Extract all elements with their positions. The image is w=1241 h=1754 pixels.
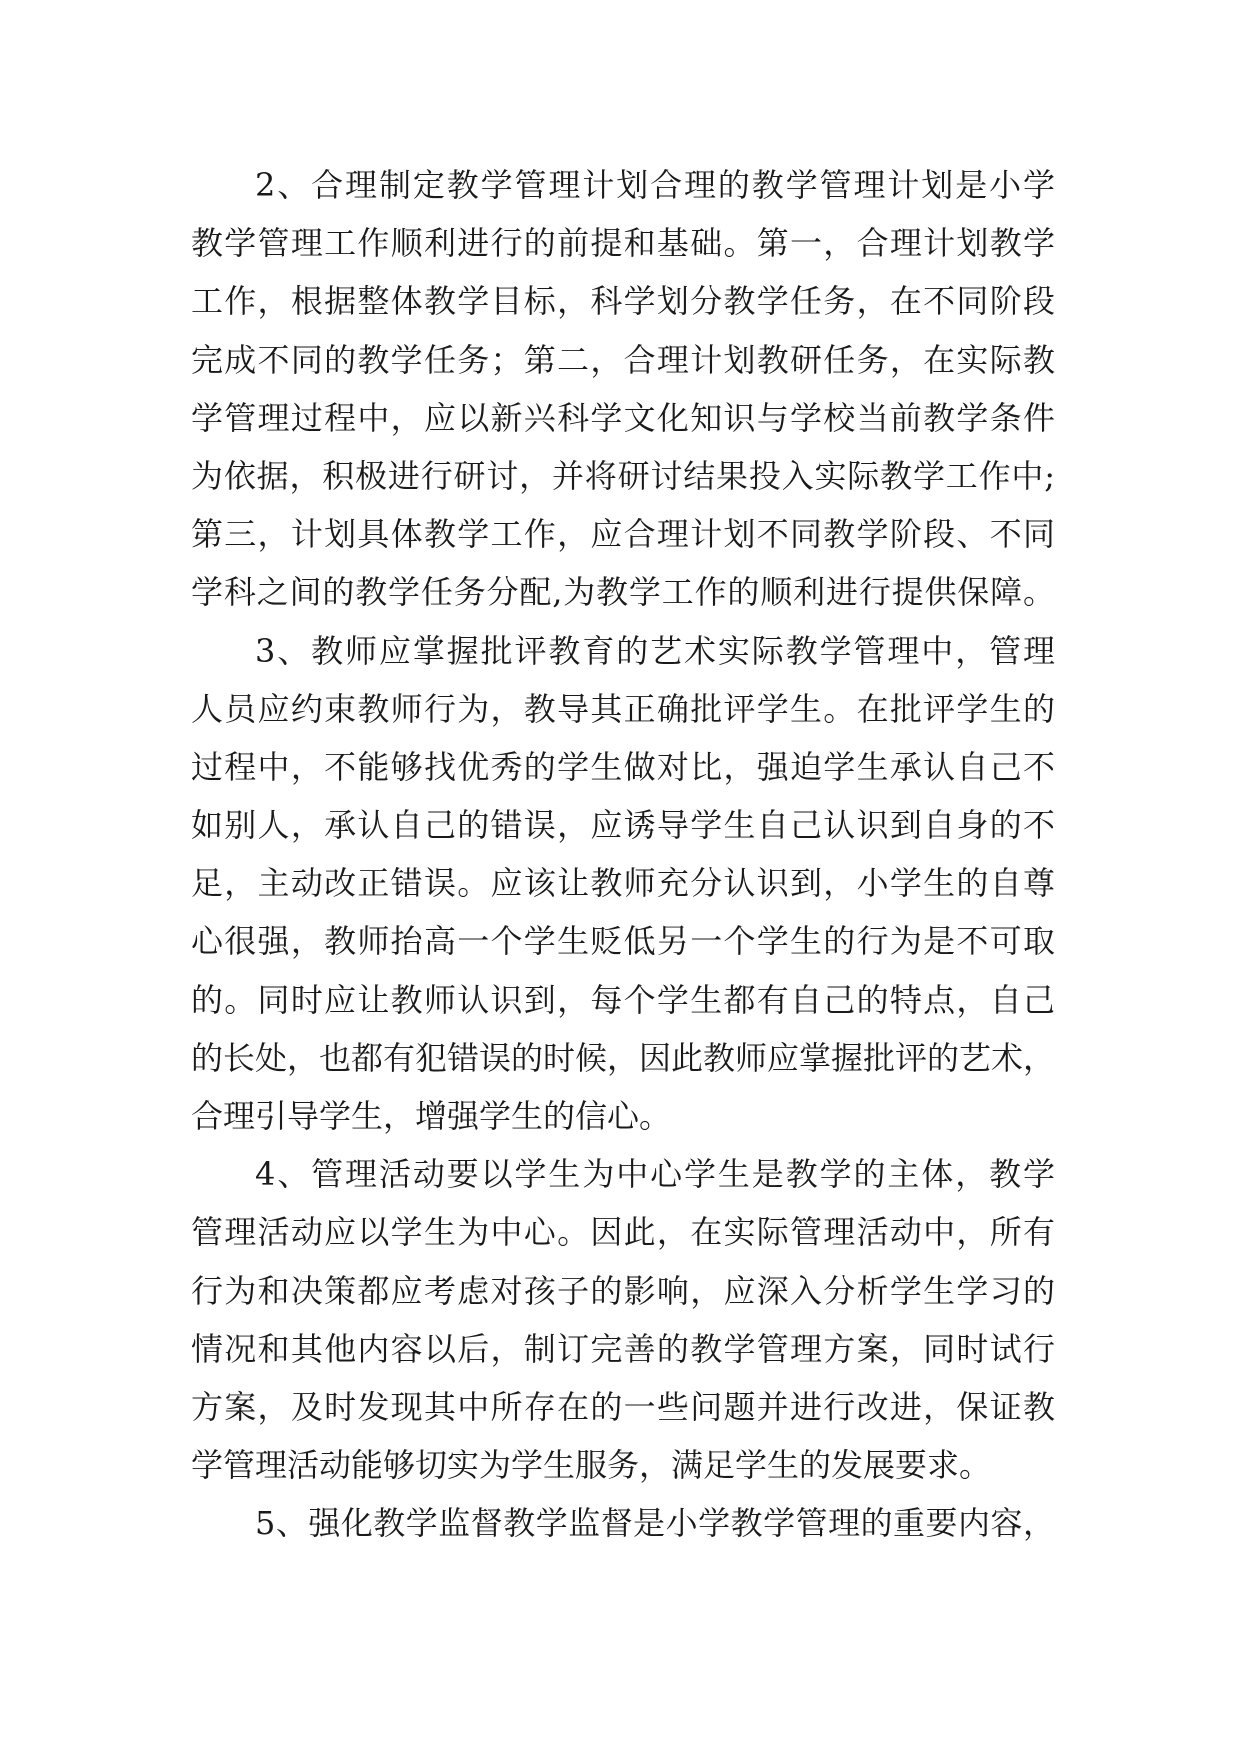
text-line: 3、教师应掌握批评教育的艺术实际教学管理中，管理 [255,631,1055,670]
text-line: 完成不同的教学任务；第二，合理计划教研任务，在实际教 [191,340,1055,379]
paragraph-teaching-plan [191,156,1055,622]
text-line: 行为和决策都应考虑对孩子的影响，应深入分析学生学习的 [191,1271,1055,1310]
text-line: 第三，计划具体教学工作，应合理计划不同教学阶段、不同 [191,515,1055,554]
paragraph-criticism-education [191,622,1055,1146]
text-line: 心很强，教师抬高一个学生贬低另一个学生的行为是不可取 [191,922,1055,961]
text-line: 学科之间的教学任务分配,为教学工作的顺利进行提供保障。 [191,573,1055,612]
text-line: 学管理过程中，应以新兴科学文化知识与学校当前教学条件 [191,398,1055,437]
text-line: 5、强化教学监督教学监督是小学教学管理的重要内容， [255,1504,1055,1543]
paragraph-teaching-supervision [191,1494,1055,1552]
text-line: 的长处，也都有犯错误的时候，因此教师应掌握批评的艺术， [191,1038,1056,1077]
text-line: 教学管理工作顺利进行的前提和基础。第一，合理计划教学 [191,224,1055,263]
text-line: 工作，根据整体教学目标，科学划分教学任务，在不同阶段 [191,282,1055,321]
text-line: 为依据，积极进行研讨，并将研讨结果投入实际教学工作中; [191,456,1055,495]
text-line: 合理引导学生，增强学生的信心。 [191,1097,672,1135]
text-line: 的。同时应让教师认识到，每个学生都有自己的特点，自己 [191,980,1055,1019]
text-line: 如别人，承认自己的错误，应诱导学生自己认识到自身的不 [191,806,1055,845]
text-line: 足，主动改正错误。应该让教师充分认识到，小学生的自尊 [191,864,1055,903]
text-line: 方案，及时发现其中所存在的一些问题并进行改进，保证教 [191,1387,1055,1426]
document-body [191,156,1055,1553]
text-line: 人员应约束教师行为，教导其正确批评学生。在批评学生的 [191,689,1055,728]
text-line: 过程中，不能够找优秀的学生做对比，强迫学生承认自己不 [191,747,1055,786]
text-line: 2、合理制定教学管理计划合理的教学管理计划是小学 [255,166,1055,204]
paragraph-student-centered [191,1145,1055,1494]
text-line: 4、管理活动要以学生为中心学生是教学的主体，教学 [255,1155,1055,1194]
text-line: 情况和其他内容以后，制订完善的教学管理方案，同时试行 [191,1329,1055,1368]
text-line: 学管理活动能够切实为学生服务，满足学生的发展要求。 [191,1446,992,1485]
text-line: 管理活动应以学生为中心。因此，在实际管理活动中，所有 [191,1213,1055,1252]
